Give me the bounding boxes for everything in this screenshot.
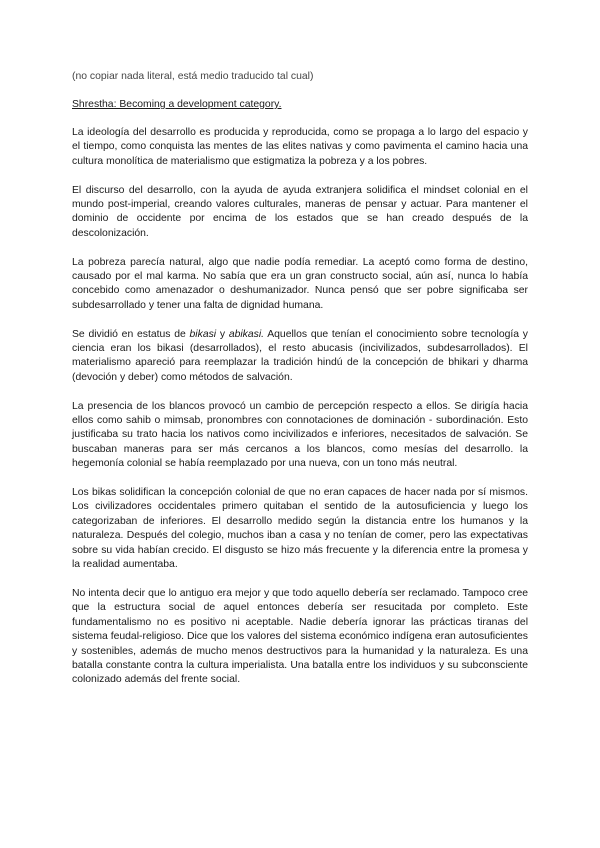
paragraph-4-before: Se dividió en estatus de: [72, 328, 190, 340]
term-bikasi: bikasi: [189, 328, 217, 340]
paragraph-2: El discurso del desarrollo, con la ayuda de ayuda extranjera solidifica el mindset colonial en el mundo post-imperial, creando valores culturales, maneras de pensar y actuar. Para mantener el dominio de occidente por encima de los estados que se han creado después de la descolonización.: [72, 184, 528, 239]
paragraph-7: No intenta decir que lo antiguo era mejor y que todo aquello debería ser reclamado. Tampoco cree que la estructura social de aquel entonces debería ser resucitada por completo. Este fundamentalismo no es positivo ni aceptable. Nadie debería ignorar las prácticas tiranas del sistema feudal-religioso. Dice que los valores del sistema económico indígena eran autosuficientes y sostenibles, además de mucho menos destructivos para la humanidad y la naturaleza. Es una batalla constante contra la cultura imperialista. Una batalla entre los individuos y su subconsciente colonizado además del frente social.: [72, 587, 528, 686]
document-title: Shrestha: Becoming a development category.: [72, 99, 282, 110]
translation-note: (no copiar nada literal, está medio traducido tal cual): [72, 71, 314, 82]
paragraph-5: La presencia de los blancos provocó un cambio de percepción respecto a ellos. Se dirigía hacia ellos como sahib o mimsab, pronombres con connotaciones de dominación - subordinación. Esto justificaba su trato hacia los nativos como incivilizados e inferiores, necesitados de salvación. Se buscaban maneras para ser más cercanos a los blancos, como mesías del desarrollo. la hegemonía colonial se había reemplazado por una nueva, con un tono más neutral.: [72, 400, 528, 470]
paragraph-4-after: Aquellos que tenían el conocimiento sobre tecnología y ciencia eran los bikasi (desarrollados), el resto abucasis (incivilizados, subdesarrollados). El materialismo apareció para reemplazar la tradición hindú de la concepción de bhikari y dharma (devoción y deber) como métodos de salvación.: [72, 328, 528, 383]
paragraph-4-middle: y: [216, 328, 229, 340]
paragraph-3: La pobreza parecía natural, algo que nadie podía remediar. La aceptó como forma de destino, causado por el mal karma. No sabía que era un gran constructo social, aún así, nunca lo había concebido como amenazador o deshumanizador. Nunca pensó que ser pobre significaba ser subdesarrollado y tener una falta de dignidad humana.: [72, 256, 528, 311]
paragraph-4: [72, 328, 528, 386]
paragraph-6: Los bikas solidifican la concepción colonial de que no eran capaces de hacer nada por sí mismos. Los civilizadores occidentales primero quitaban el sentido de la autosuficiencia y luego los categorizaban de inferiores. El desarrollo medido según la distancia entre los humanos y la naturaleza. Después del colegio, muchos iban a casa y no tenían de comer, pero las expectativas sobre su vida habían crecido. El disgusto se hizo más frecuente y la diferencia entre la promesa y la realidad aumentaba.: [72, 487, 528, 571]
paragraph-1: La ideología del desarrollo es producida y reproducida, como se propaga a lo largo del espacio y el tiempo, como conquista las mentes de las elites nativas y como pavimenta el camino hacia una cultura monolítica de materialismo que estigmatiza la pobreza y a los pobres.: [72, 127, 528, 167]
term-abikasi: abikasi.: [228, 328, 265, 340]
